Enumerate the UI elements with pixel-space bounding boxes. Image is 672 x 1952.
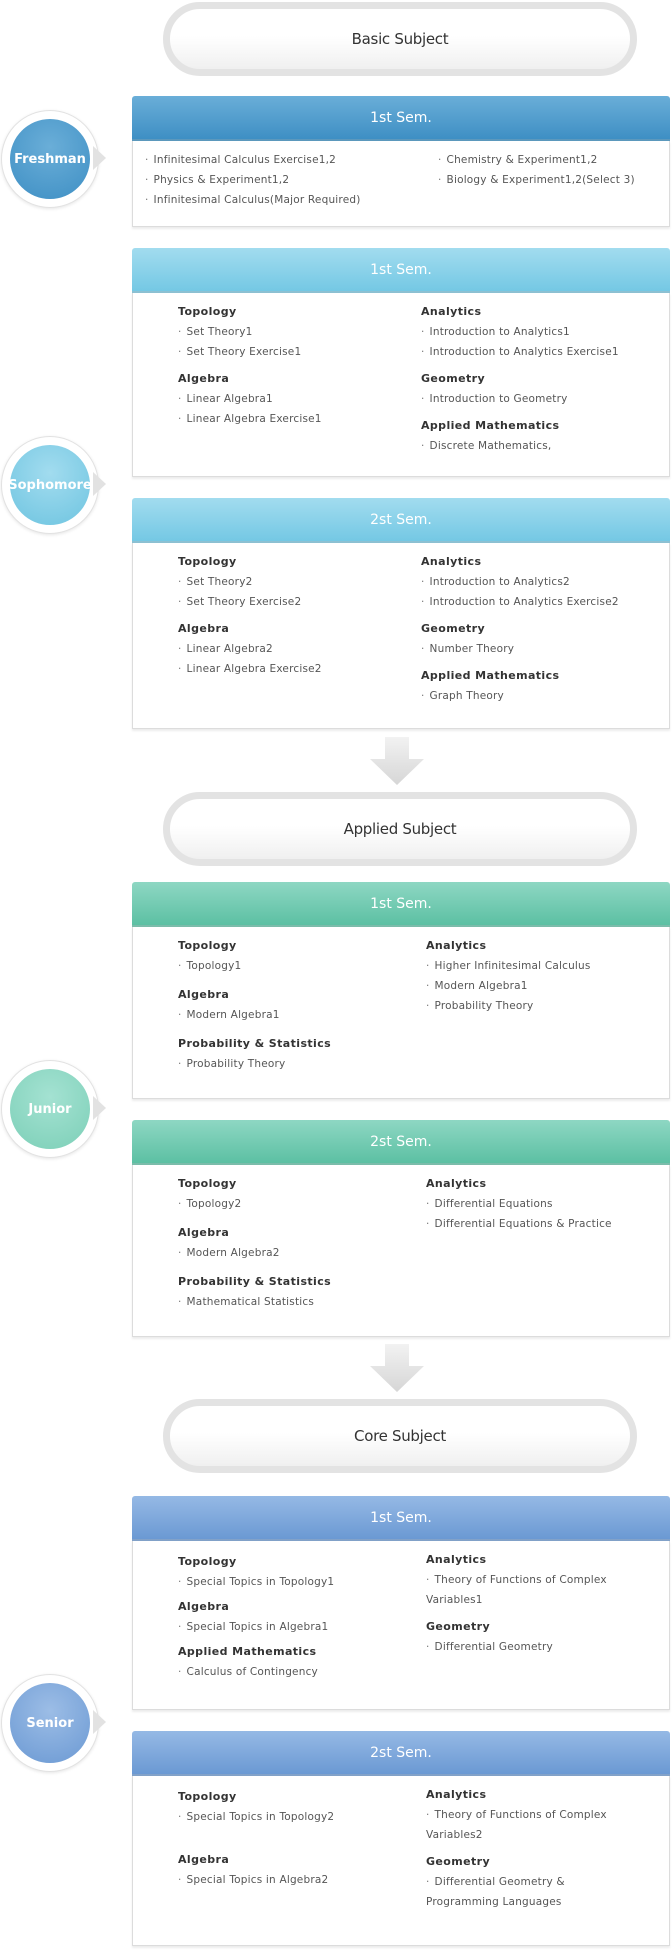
list-item: · Calculus of Contingency bbox=[178, 1662, 334, 1682]
category-geometry: Geometry · Introduction to Geometry bbox=[421, 372, 619, 409]
arrow-down-icon bbox=[370, 1344, 424, 1392]
sophomore-sem2-header: 2st Sem. bbox=[132, 498, 670, 543]
category-algebra: Algebra · Modern Algebra2 bbox=[178, 1226, 331, 1263]
year-label: Freshman bbox=[10, 119, 90, 199]
sophomore-sem1-header: 1st Sem. bbox=[132, 248, 670, 293]
list-item: · Introduction to Analytics Exercise2 bbox=[421, 592, 619, 612]
list-item: · Higher Infinitesimal Calculus bbox=[426, 956, 591, 976]
arrow-down-icon bbox=[370, 737, 424, 785]
freshman-left-list bbox=[145, 150, 361, 210]
list-item: · Physics & Experiment1,2 bbox=[145, 170, 361, 190]
list-item: · Differential Geometry & Programming Languages bbox=[426, 1872, 636, 1912]
list-item: · Introduction to Geometry bbox=[421, 389, 619, 409]
section-title: Core Subject bbox=[354, 1427, 446, 1445]
list-item: · Graph Theory bbox=[421, 686, 619, 706]
list-item: · Modern Algebra2 bbox=[178, 1243, 331, 1263]
category-probability-statistics: Probability & Statistics · Probability Theory bbox=[178, 1037, 331, 1074]
list-item: · Special Topics in Algebra1 bbox=[178, 1617, 334, 1637]
list-item: · Introduction to Analytics1 bbox=[421, 322, 619, 342]
list-item: · Differential Equations bbox=[426, 1194, 612, 1214]
list-item: · Linear Algebra Exercise1 bbox=[178, 409, 322, 429]
category-analytics: Analytics · Differential Equations · Differential Equations & Practice bbox=[426, 1177, 612, 1234]
freshman-sem1-box bbox=[132, 141, 670, 227]
category-algebra: Algebra · Modern Algebra1 bbox=[178, 988, 331, 1025]
list-item: · Probability Theory bbox=[426, 996, 591, 1016]
list-item: · Linear Algebra Exercise2 bbox=[178, 659, 322, 679]
list-item: · Modern Algebra1 bbox=[426, 976, 591, 996]
sophomore-sem1-box bbox=[132, 293, 670, 477]
list-item: · Infinitesimal Calculus Exercise1,2 bbox=[145, 150, 361, 170]
category-applied-mathematics: Applied Mathematics · Discrete Mathematics, bbox=[421, 419, 619, 456]
category-geometry: Geometry · Differential Geometry bbox=[426, 1620, 636, 1657]
category-applied-mathematics: Applied Mathematics · Calculus of Contingency bbox=[178, 1645, 334, 1682]
category-geometry: Geometry · Differential Geometry & Programming Languages bbox=[426, 1855, 636, 1912]
sophomore-sem2-box bbox=[132, 543, 670, 729]
year-label: Senior bbox=[10, 1683, 90, 1763]
list-item: · Mathematical Statistics bbox=[178, 1292, 331, 1312]
list-item: · Infinitesimal Calculus(Major Required) bbox=[145, 190, 361, 210]
list-item: · Introduction to Analytics Exercise1 bbox=[421, 342, 619, 362]
junior-sem1-box bbox=[132, 927, 670, 1099]
category-algebra: Algebra · Special Topics in Algebra1 bbox=[178, 1600, 334, 1637]
section-basic-subject bbox=[163, 2, 637, 76]
list-item: · Discrete Mathematics, bbox=[421, 436, 619, 456]
section-applied-subject bbox=[163, 792, 637, 866]
senior-sem2-header: 2st Sem. bbox=[132, 1731, 670, 1776]
category-topology: Topology · Topology2 bbox=[178, 1177, 331, 1214]
category-probability-statistics: Probability & Statistics · Mathematical Statistics bbox=[178, 1275, 331, 1312]
junior-sem1-header: 1st Sem. bbox=[132, 882, 670, 927]
category-algebra: Algebra · Special Topics in Algebra2 bbox=[178, 1853, 334, 1890]
category-analytics: Analytics · Theory of Functions of Complex Variables1 bbox=[426, 1553, 636, 1610]
year-badge-sophomore bbox=[1, 436, 103, 538]
category-applied-mathematics: Applied Mathematics · Graph Theory bbox=[421, 669, 619, 706]
category-topology: Topology · Topology1 bbox=[178, 939, 331, 976]
section-core-subject bbox=[163, 1399, 637, 1473]
list-item: · Set Theory1 bbox=[178, 322, 322, 342]
junior-sem2-header: 2st Sem. bbox=[132, 1120, 670, 1165]
list-item: · Special Topics in Topology2 bbox=[178, 1807, 334, 1827]
senior-sem2-box bbox=[132, 1776, 670, 1946]
category-topology: Topology · Set Theory1 · Set Theory Exercise1 bbox=[178, 305, 322, 362]
list-item: · Modern Algebra1 bbox=[178, 1005, 331, 1025]
list-item: · Probability Theory bbox=[178, 1054, 331, 1074]
freshman-sem1-header: 1st Sem. bbox=[132, 96, 670, 141]
list-item: · Theory of Functions of Complex Variables2 bbox=[426, 1805, 636, 1845]
list-item: · Theory of Functions of Complex Variables1 bbox=[426, 1570, 636, 1610]
list-item: · Linear Algebra2 bbox=[178, 639, 322, 659]
list-item: · Differential Geometry bbox=[426, 1637, 636, 1657]
category-algebra: Algebra · Linear Algebra1 · Linear Algebra Exercise1 bbox=[178, 372, 322, 429]
list-item: · Number Theory bbox=[421, 639, 619, 659]
category-analytics: Analytics · Higher Infinitesimal Calculus · Modern Algebra1 · Probability Theory bbox=[426, 939, 591, 1016]
list-item: · Topology1 bbox=[178, 956, 331, 976]
list-item: · Differential Equations & Practice bbox=[426, 1214, 612, 1234]
category-topology: Topology · Set Theory2 · Set Theory Exercise2 bbox=[178, 555, 322, 612]
list-item: · Topology2 bbox=[178, 1194, 331, 1214]
list-item: · Introduction to Analytics2 bbox=[421, 572, 619, 592]
year-badge-junior bbox=[1, 1060, 103, 1162]
list-item: · Set Theory Exercise1 bbox=[178, 342, 322, 362]
category-analytics: Analytics · Introduction to Analytics1 · Introduction to Analytics Exercise1 bbox=[421, 305, 619, 362]
year-badge-freshman bbox=[1, 110, 103, 212]
list-item: · Biology & Experiment1,2(Select 3) bbox=[438, 170, 635, 190]
senior-sem1-header: 1st Sem. bbox=[132, 1496, 670, 1541]
list-item: · Chemistry & Experiment1,2 bbox=[438, 150, 635, 170]
category-topology: Topology · Special Topics in Topology1 bbox=[178, 1555, 334, 1592]
category-analytics: Analytics · Introduction to Analytics2 · Introduction to Analytics Exercise2 bbox=[421, 555, 619, 612]
senior-sem1-box bbox=[132, 1541, 670, 1710]
junior-sem2-box bbox=[132, 1165, 670, 1337]
year-label: Junior bbox=[10, 1069, 90, 1149]
category-algebra: Algebra · Linear Algebra2 · Linear Algebra Exercise2 bbox=[178, 622, 322, 679]
section-title: Basic Subject bbox=[351, 30, 449, 48]
list-item: · Set Theory2 bbox=[178, 572, 322, 592]
category-topology: Topology · Special Topics in Topology2 bbox=[178, 1790, 334, 1827]
year-badge-senior bbox=[1, 1674, 103, 1776]
list-item: · Special Topics in Topology1 bbox=[178, 1572, 334, 1592]
category-geometry: Geometry · Number Theory bbox=[421, 622, 619, 659]
list-item: · Special Topics in Algebra2 bbox=[178, 1870, 334, 1890]
section-title: Applied Subject bbox=[343, 820, 457, 838]
category-analytics: Analytics · Theory of Functions of Complex Variables2 bbox=[426, 1788, 636, 1845]
year-label: Sophomore bbox=[10, 445, 90, 525]
list-item: · Linear Algebra1 bbox=[178, 389, 322, 409]
list-item: · Set Theory Exercise2 bbox=[178, 592, 322, 612]
freshman-right-list bbox=[438, 150, 635, 190]
